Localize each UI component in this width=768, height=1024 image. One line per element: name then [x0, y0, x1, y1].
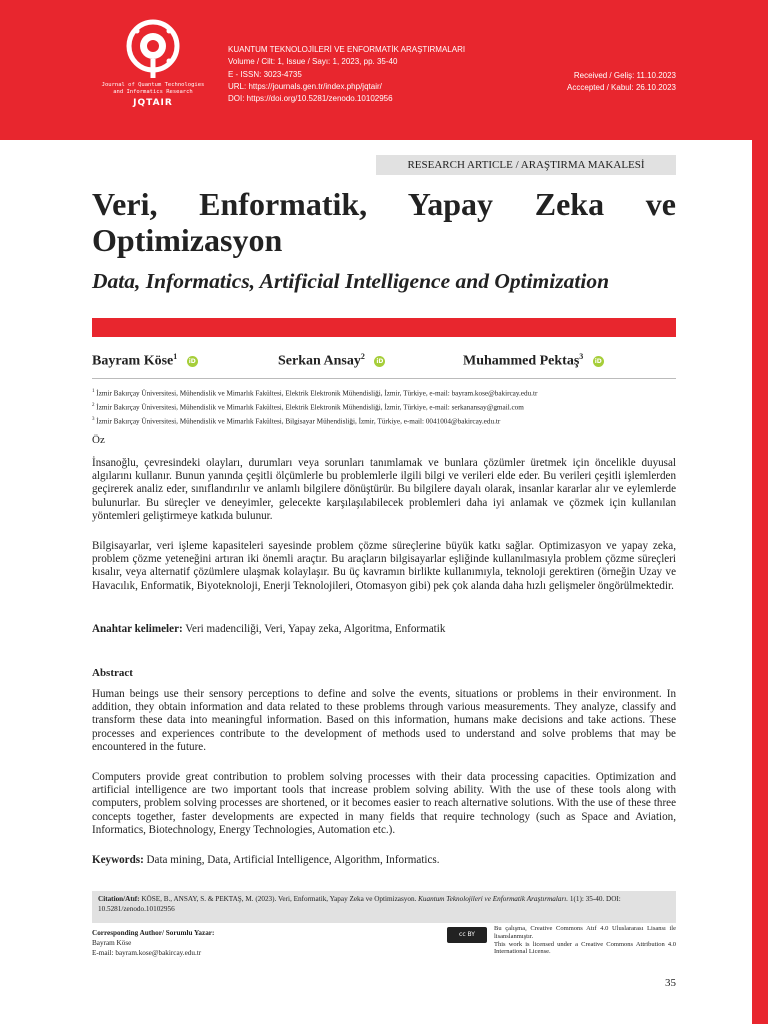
affiliation-text: İzmir Bakırçay Üniversitesi, Mühendislik ve Mimarlık Fakültesi, Elektrik Elektronik Mühendisliği, İzmir, Türkiye, e-mail: serkanansay@gmail.com: [96, 403, 524, 412]
abstract-keywords: [92, 854, 676, 867]
orcid-icon[interactable]: iD: [188, 357, 196, 365]
author-1: [92, 352, 198, 370]
article-type-label: RESEARCH ARTICLE / ARAŞTIRMA MAKALESİ: [376, 155, 676, 175]
license-en: This work is licensed under a Creative Commons Attribution 4.0 International License.: [494, 940, 676, 956]
oz-keywords: [92, 623, 676, 636]
citation-label: Citation/Atıf:: [98, 895, 140, 903]
oz-paragraph-1: İnsanoğlu, çevresindeki olayları, durumları veya sorunları tanımlamak ve bunlara çözümler üretmek için öncelikle duyusal algılarını kullanır. Bunun yanında çeşitli ölçümlerle bu problemlerle ilgili bilgi ve verileri elde eder. Bu verileri çeşitli işlemlerden geçirerek analiz eder, sınıflandırılır ve anlamlı bilgilere dönüştürür. Bu bilgilere dayalı olarak, insanlar kararlar alır ve eylemlerde bulunurlar. Bu süreçler ve deneyimler, gelecekte karşılaşılabilecek problemleri daha iyi anlamak ve çözmek için kullanılan yöntemleri geliştirmeye katkıda bulunur.: [92, 457, 676, 522]
journal-doi[interactable]: DOI: https://doi.org/10.5281/zenodo.10102956: [228, 94, 393, 104]
title-divider: [92, 318, 676, 337]
orcid-icon[interactable]: iD: [376, 357, 384, 365]
abstract-keywords-list: Data mining, Data, Artificial Intelligence, Algorithm, Informatics.: [143, 854, 440, 866]
citation-text: KÖSE, B., ANSAY, S. & PEKTAŞ, M. (2023). Veri, Enformatik, Yapay Zeka ve Optimizasyon.: [139, 895, 419, 903]
affiliations: [92, 386, 676, 428]
author-name: Muhammed Pektaş: [463, 353, 580, 369]
corresponding-author: [92, 928, 214, 958]
journal-issn: E - ISSN: 3023-4735: [228, 69, 302, 79]
oz-heading: Öz: [92, 434, 105, 446]
affiliation-sup: 2: [92, 402, 95, 408]
journal-url[interactable]: URL: https://journals.gen.tr/index.php/jqtair/: [228, 81, 382, 91]
journal-logo: [88, 18, 218, 128]
journal-name: KUANTUM TEKNOLOJİLERİ VE ENFORMATİK ARAŞTIRMALARI: [228, 45, 466, 54]
oz-keywords-list: Veri madenciliği, Veri, Yapay zeka, Algoritma, Enformatik: [182, 623, 446, 635]
license-text: [494, 925, 676, 956]
paper-title: Veri, Enformatik, Yapay Zeka ve Optimizasyon: [92, 186, 676, 258]
abstract-paragraph-1: Human beings use their sensory perceptions to define and solve the events, situations or problems in their environment. In addition, they obtain information and data related to these problems through various measurements. They analyze, classify and transform these data into meaningful information. Based on this information, humans make decisions and take actions. These processes and experiences contribute to the development of methods used to understand and solve problems that may be encountered in the future.: [92, 688, 676, 753]
received-date: Received / Geliş: 11.10.2023: [573, 71, 676, 80]
journal-info: [228, 44, 465, 105]
cc-by-license-icon[interactable]: cc BY: [447, 927, 487, 943]
affiliation-1: [92, 386, 676, 400]
author-2: [278, 352, 385, 370]
abstract-paragraph-2: Computers provide great contribution to problem solving processes with their data processing capacities. Optimization and artificial intelligence are two important tools that increase problem solving ability. With the use of these tools along with computers, problem solving processes are shortened, or it becomes easier to reach alternative solutions. With the use of these three concepts together, faster developments are expected in many fields that require technology (such as Space and Aviation, Informatics, Biotechnology, Energy Technologies, Automation etc.).: [92, 771, 676, 836]
logo-tagline-line2: and Informatics Research: [113, 89, 193, 95]
author-sup: 3: [579, 352, 584, 361]
abstract-heading: Abstract: [92, 667, 133, 679]
logo-tagline-line1: Journal of Quantum Technologies: [101, 82, 205, 88]
oz-keywords-label: Anahtar kelimeler:: [92, 623, 183, 635]
affiliation-sup: 3: [92, 416, 95, 422]
author-3: [463, 352, 604, 370]
affiliation-2: [92, 400, 676, 414]
corresponding-name: Bayram Köse: [92, 939, 132, 947]
author-name: Bayram Köse: [92, 353, 174, 369]
orcid-icon[interactable]: iD: [594, 357, 602, 365]
logo-mark-icon: [123, 18, 183, 80]
logo-tagline: [88, 82, 218, 96]
logo-abbreviation: JQTAIR: [133, 98, 173, 108]
corresponding-heading: Corresponding Author/ Sorumlu Yazar:: [92, 929, 215, 937]
citation-journal: Kuantum Teknolojileri ve Enformatik Araştırmaları.: [418, 895, 569, 903]
affiliation-3: [92, 414, 676, 428]
journal-volume: Volume / Cilt: 1, Issue / Sayı: 1, 2023, pp. 35-40: [228, 57, 398, 67]
license-tr: Bu çalışma, Creative Commons Atıf 4.0 Uluslararası Lisansı ile lisanslanmıştır.: [494, 925, 676, 940]
side-band: [752, 140, 768, 1024]
affiliation-sup: 1: [92, 389, 95, 394]
oz-paragraph-2: Bilgisayarlar, veri işleme kapasiteleri sayesinde problem çözme süreçlerine büyük katkı sağlar. Optimizasyon ve yapay zeka, problem çözme yeteneğini artıran iki önemli araçtır. Bu araçların bilgisayarlar eşliğinde kullanılmasıyla problem çözme süreçleri kısalır, veya alternatif çözümlere ulaşmak kolaylaşır. Bu üç kavramın birlikte kullanımıyla, teknoloji gerektiren (örneğin Uzay ve Havacılık, Enformatik, Biyoteknoloji, Enerji Teknolojileri, Otomasyon gibi) pek çok alanda daha hızlı gelişmeler öngörülmektedir.: [92, 540, 676, 592]
page-number: 35: [665, 977, 676, 989]
accepted-date: Acccepted / Kabul: 26.10.2023: [567, 83, 676, 93]
author-name: Serkan Ansay: [278, 353, 361, 369]
corresponding-email[interactable]: E-mail: bayram.kose@bakircay.edu.tr: [92, 949, 202, 957]
author-sup: 1: [173, 352, 178, 361]
affiliation-divider: [92, 378, 676, 379]
submission-dates: [567, 70, 676, 95]
citation-tail: 1(1): 35-40. DOI: 10.5281/zenodo.10102956: [98, 895, 621, 913]
citation-box: [92, 891, 676, 923]
author-sup: 2: [360, 352, 365, 361]
paper-subtitle: Data, Informatics, Artificial Intelligence and Optimization: [92, 269, 610, 293]
affiliation-text: İzmir Bakırçay Üniversitesi, Mühendislik ve Mimarlık Fakültesi, Elektrik Elektronik Mühendisliği, İzmir, Türkiye, e-mail: bayram.kose@bakircay.edu.tr: [96, 389, 538, 398]
abstract-keywords-label: Keywords:: [92, 854, 144, 866]
affiliation-text: İzmir Bakırçay Üniversitesi, Mühendislik ve Mimarlık Fakültesi, Bilgisayar Mühendisliği, İzmir, Türkiye, e-mail: 0041004@bakircay.edu.tr: [96, 417, 501, 426]
